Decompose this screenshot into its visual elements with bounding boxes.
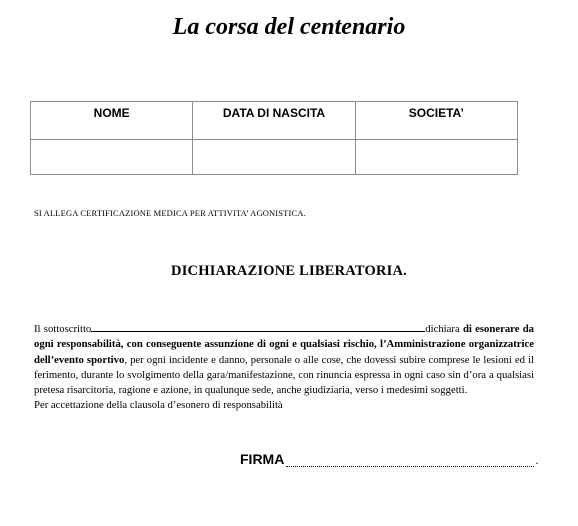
declaration-bold-clause: di esonerare da ogni responsabilità, con conseguente assunzione di ogni e qualsiasi rischio, l’Amministrazione organizzatrice dell’evento sportivo (34, 323, 534, 366)
table-row (31, 140, 518, 175)
declaration-text (34, 322, 534, 414)
signature-dotted-line[interactable] (286, 456, 534, 467)
declaration-rest-text: , per ogni incidente e danno, personale o alle cose, che dovessi subire comprese le lesioni ed il ferimento, durante lo svolgimento della gara/manifestazione, con rinuncia espressa in ogni caso sin d’ora a qualsiasi pretesa risarcitoria, ragione e azione, in qualunque sede, anche giudiziaria, verso i medesimi soggetti. (34, 353, 534, 397)
declaration-heading: DICHIARAZIONE LIBERATORIA. (171, 263, 407, 279)
header-nome: NOME (31, 102, 193, 140)
sottoscritto-name-line[interactable] (91, 322, 425, 332)
acceptance-line: Per accettazione della clausola d’esonero di responsabilità (34, 399, 283, 412)
document-title: La corsa del centenario (172, 14, 406, 40)
table-header-row (31, 102, 518, 140)
dichiara-label: dichiara (425, 323, 460, 335)
header-societa: SOCIETA’ (355, 102, 517, 140)
signature-end-mark: . (535, 453, 539, 467)
registration-table (30, 101, 518, 175)
header-data-di-nascita: DATA DI NASCITA (193, 102, 355, 140)
cell-nome[interactable] (31, 140, 193, 175)
signature-label: FIRMA (240, 451, 285, 467)
cell-data-di-nascita[interactable] (193, 140, 355, 175)
cell-societa[interactable] (355, 140, 517, 175)
sottoscritto-label: Il sottoscritto (34, 323, 92, 335)
certification-note: SI ALLEGA CERTIFICAZIONE MEDICA PER ATTIVITA’ AGONISTICA. (34, 208, 306, 218)
signature-area (240, 451, 539, 467)
